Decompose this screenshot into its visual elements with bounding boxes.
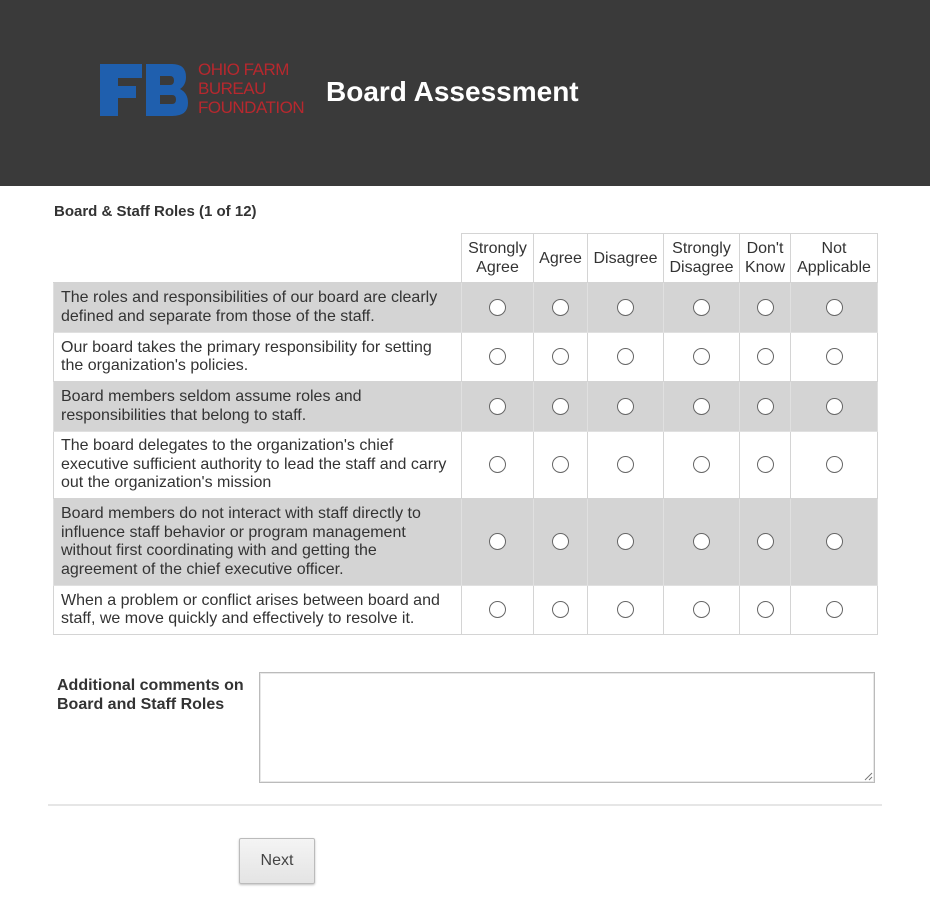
option-cell-disagree — [588, 382, 664, 432]
radio-disagree[interactable] — [617, 299, 634, 316]
section-title: Board & Staff Roles (1 of 12) — [54, 203, 257, 220]
option-cell-agree — [534, 586, 588, 635]
radio-strongly-agree[interactable] — [489, 601, 506, 618]
option-cell-not-applicable — [791, 499, 878, 586]
column-header-disagree: Disagree — [588, 234, 664, 283]
radio-agree[interactable] — [552, 601, 569, 618]
option-cell-agree — [534, 499, 588, 586]
option-cell-dont-know — [740, 499, 791, 586]
radio-not-applicable[interactable] — [826, 533, 843, 550]
radio-agree[interactable] — [552, 533, 569, 550]
column-header-agree: Agree — [534, 234, 588, 283]
radio-strongly-agree[interactable] — [489, 348, 506, 365]
question-row — [54, 432, 878, 499]
option-cell-strongly-agree — [462, 283, 534, 333]
radio-not-applicable[interactable] — [826, 456, 843, 473]
page-title: Board Assessment — [326, 76, 579, 107]
question-row — [54, 382, 878, 432]
radio-disagree[interactable] — [617, 348, 634, 365]
radio-not-applicable[interactable] — [826, 601, 843, 618]
radio-dont-know[interactable] — [757, 601, 774, 618]
radio-strongly-disagree[interactable] — [693, 601, 710, 618]
additional-comments-textarea[interactable] — [259, 672, 875, 783]
option-cell-not-applicable — [791, 382, 878, 432]
option-cell-strongly-disagree — [664, 283, 740, 333]
rating-matrix — [53, 233, 878, 635]
radio-strongly-agree[interactable] — [489, 456, 506, 473]
option-cell-not-applicable — [791, 333, 878, 382]
radio-disagree[interactable] — [617, 601, 634, 618]
question-row — [54, 283, 878, 333]
radio-not-applicable[interactable] — [826, 299, 843, 316]
radio-not-applicable[interactable] — [826, 348, 843, 365]
radio-strongly-disagree[interactable] — [693, 456, 710, 473]
comments-label: Additional comments on Board and Staff Roles — [57, 677, 244, 713]
option-cell-dont-know — [740, 382, 791, 432]
radio-disagree[interactable] — [617, 456, 634, 473]
option-cell-agree — [534, 432, 588, 499]
option-cell-disagree — [588, 499, 664, 586]
option-cell-strongly-agree — [462, 382, 534, 432]
radio-dont-know[interactable] — [757, 398, 774, 415]
radio-strongly-agree[interactable] — [489, 398, 506, 415]
radio-agree[interactable] — [552, 398, 569, 415]
option-cell-strongly-disagree — [664, 333, 740, 382]
resize-grip-icon[interactable] — [863, 771, 873, 781]
radio-agree[interactable] — [552, 299, 569, 316]
radio-dont-know[interactable] — [757, 533, 774, 550]
option-cell-disagree — [588, 432, 664, 499]
column-header-strongly-disagree: Strongly Disagree — [664, 234, 740, 283]
radio-strongly-disagree[interactable] — [693, 348, 710, 365]
option-cell-strongly-disagree — [664, 432, 740, 499]
radio-agree[interactable] — [552, 456, 569, 473]
question-text: The board delegates to the organization's chief executive sufficient authority to lead the staff and carry out the organization's mission — [54, 432, 462, 499]
column-header-not-applicable: Not Applicable — [791, 234, 878, 283]
option-cell-disagree — [588, 586, 664, 635]
radio-strongly-agree[interactable] — [489, 533, 506, 550]
radio-disagree[interactable] — [617, 398, 634, 415]
option-cell-agree — [534, 333, 588, 382]
column-header-strongly-agree: Strongly Agree — [462, 234, 534, 283]
question-row — [54, 586, 878, 635]
option-cell-strongly-agree — [462, 586, 534, 635]
option-cell-dont-know — [740, 333, 791, 382]
option-cell-not-applicable — [791, 283, 878, 333]
option-cell-strongly-disagree — [664, 382, 740, 432]
radio-disagree[interactable] — [617, 533, 634, 550]
option-cell-strongly-agree — [462, 333, 534, 382]
option-cell-agree — [534, 382, 588, 432]
logo-line-3: FOUNDATION — [198, 98, 305, 117]
radio-agree[interactable] — [552, 348, 569, 365]
radio-dont-know[interactable] — [757, 348, 774, 365]
option-cell-dont-know — [740, 586, 791, 635]
question-text: When a problem or conflict arises between board and staff, we move quickly and effectively to resolve it. — [54, 586, 462, 635]
radio-strongly-disagree[interactable] — [693, 398, 710, 415]
radio-strongly-disagree[interactable] — [693, 299, 710, 316]
ohio-farm-bureau-foundation-logo — [100, 60, 312, 120]
logo-wordmark — [198, 60, 318, 117]
option-cell-disagree — [588, 333, 664, 382]
question-row — [54, 333, 878, 382]
radio-not-applicable[interactable] — [826, 398, 843, 415]
question-text: Board members do not interact with staff directly to influence staff behavior or program management without first coordinating with and getting the agreement of the chief executive officer. — [54, 499, 462, 586]
matrix-corner-cell — [54, 234, 462, 283]
section-divider — [48, 804, 882, 806]
matrix-header-row — [54, 234, 878, 283]
option-cell-disagree — [588, 283, 664, 333]
option-cell-dont-know — [740, 432, 791, 499]
logo-line-1: OHIO FARM — [198, 60, 289, 79]
option-cell-strongly-agree — [462, 432, 534, 499]
radio-dont-know[interactable] — [757, 299, 774, 316]
option-cell-strongly-disagree — [664, 586, 740, 635]
radio-strongly-agree[interactable] — [489, 299, 506, 316]
logo-line-2: BUREAU — [198, 79, 266, 98]
option-cell-dont-know — [740, 283, 791, 333]
option-cell-strongly-agree — [462, 499, 534, 586]
radio-strongly-disagree[interactable] — [693, 533, 710, 550]
fb-logo-mark-icon — [100, 60, 194, 120]
column-header-dont-know: Don't Know — [740, 234, 791, 283]
question-text: Our board takes the primary responsibility for setting the organization's policies. — [54, 333, 462, 382]
option-cell-strongly-disagree — [664, 499, 740, 586]
next-button[interactable]: Next — [239, 838, 315, 884]
page-header — [0, 0, 930, 186]
question-row — [54, 499, 878, 586]
radio-dont-know[interactable] — [757, 456, 774, 473]
option-cell-not-applicable — [791, 432, 878, 499]
option-cell-not-applicable — [791, 586, 878, 635]
option-cell-agree — [534, 283, 588, 333]
question-text: The roles and responsibilities of our board are clearly defined and separate from those of the staff. — [54, 283, 462, 333]
question-text: Board members seldom assume roles and responsibilities that belong to staff. — [54, 382, 462, 432]
